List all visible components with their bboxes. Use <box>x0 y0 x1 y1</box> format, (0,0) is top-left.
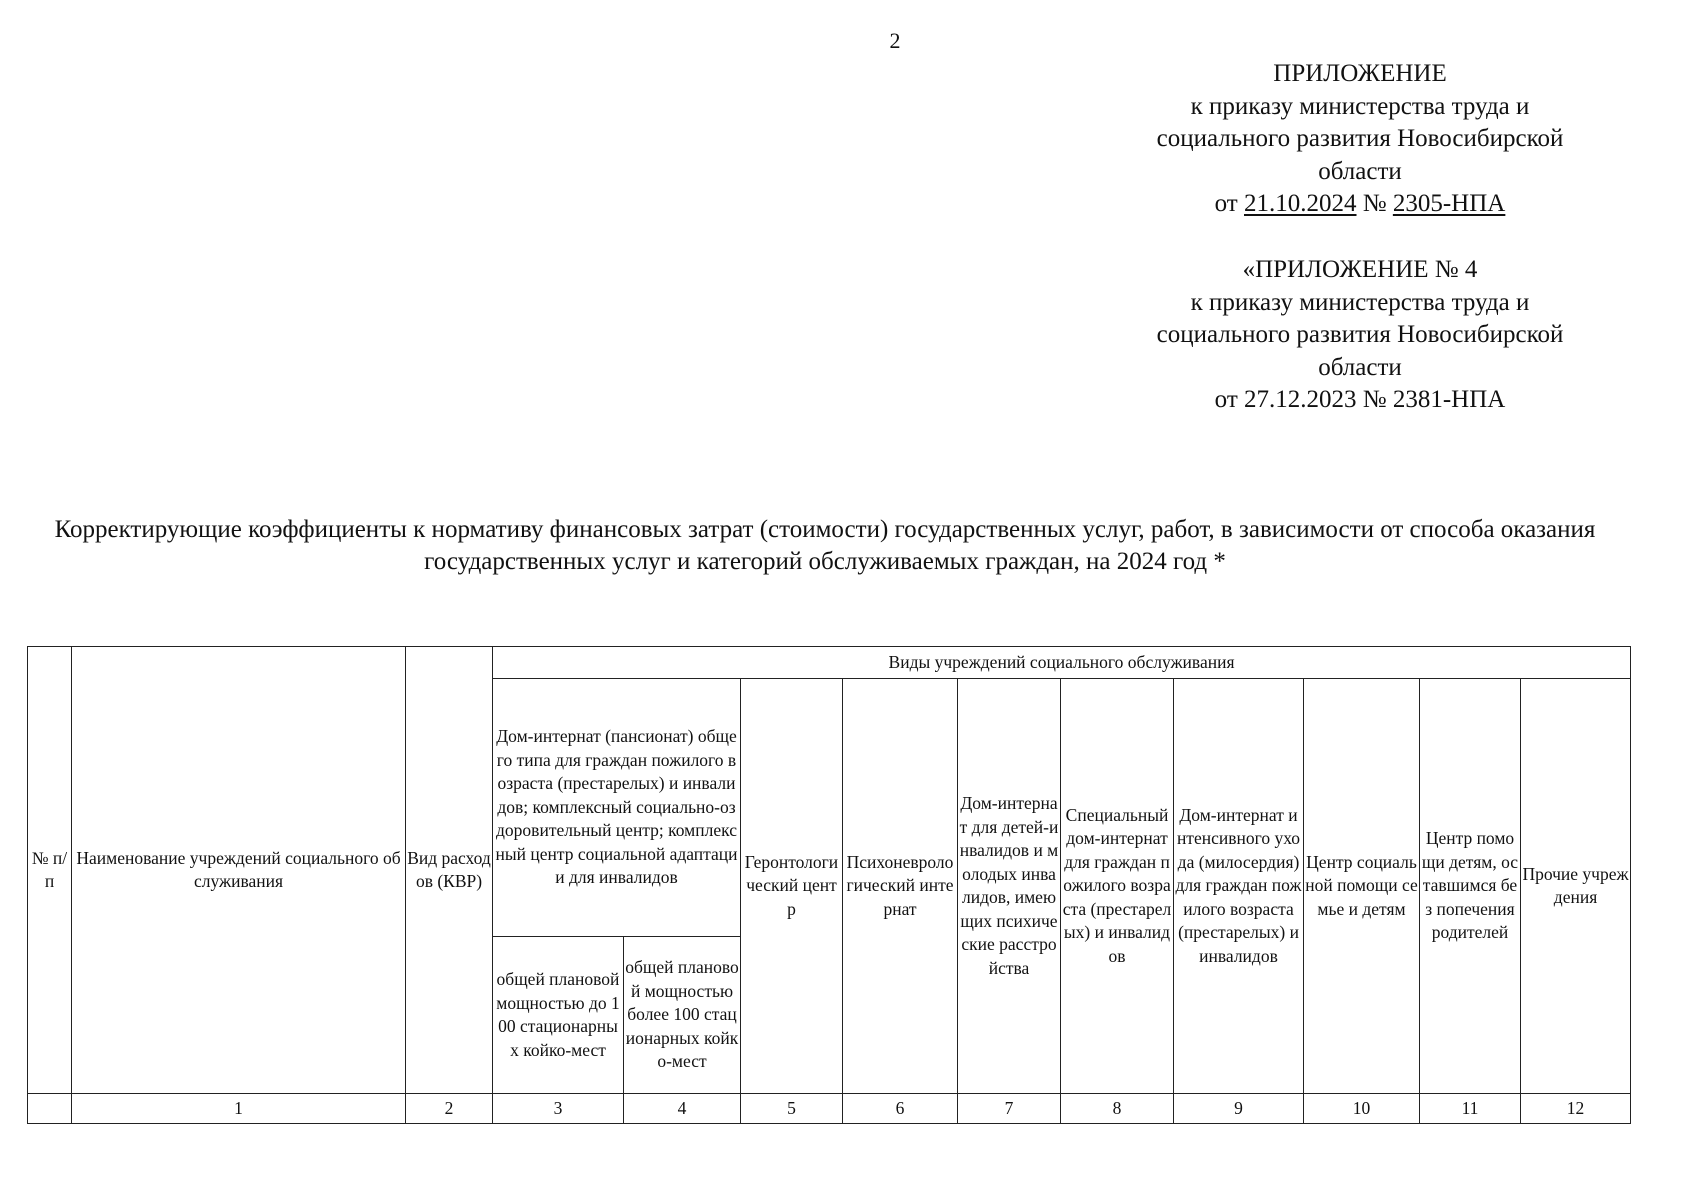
column-number: 8 <box>1061 1094 1174 1124</box>
header-psychoneurological-home: Психоневрологический интернат <box>843 679 958 1094</box>
appendix-line: области <box>1318 353 1402 381</box>
header-children-disabled-home: Дом-интернат для детей-инвалидов и молодых инвалидов, имеющих психические расстройства <box>958 679 1061 1094</box>
appendix-heading: ПРИЛОЖЕНИЕ <box>1273 60 1447 87</box>
header-capacity-up-to-100: общей плановой мощностью до 100 стационарных койко-мест <box>493 937 624 1094</box>
page-number: 2 <box>889 28 901 53</box>
coefficients-table <box>27 646 1631 1124</box>
header-row-number: № п/п <box>28 647 72 1094</box>
column-number: 1 <box>72 1094 406 1124</box>
appendix-line: к приказу министерства труда и <box>1190 92 1530 120</box>
column-number: 5 <box>741 1094 843 1124</box>
column-number: 12 <box>1521 1094 1631 1124</box>
appendix-order-ref <box>1120 188 1600 221</box>
column-number: 4 <box>624 1094 741 1124</box>
header-institution-name: Наименование учреждений социального обслуживания <box>72 647 406 1094</box>
document-title: Корректирующие коэффициенты к нормативу финансовых затрат (стоимости) государственных услуг, работ, в зависимости от способа оказания государственных услуг и категорий обслуживаемых граждан, на 2024 год * <box>54 516 1596 575</box>
header-intensive-care-home: Дом-интернат интенсивного ухода (милосердия) для граждан пожилого возраста (престарелых) и инвалидов <box>1174 679 1304 1094</box>
header-gerontology-center: Геронтологический центр <box>741 679 843 1094</box>
number-sign: № <box>1362 190 1387 217</box>
header-family-children-center: Центр социальной помощи семье и детям <box>1304 679 1420 1094</box>
header-special-boarding-home: Специальный дом-интернат для граждан пожилого возраста (престарелых) и инвалидов <box>1061 679 1174 1094</box>
appendix-heading: «ПРИЛОЖЕНИЕ № 4 <box>1242 256 1478 283</box>
header-orphans-center: Центр помощи детям, оставшимся без попечения родителей <box>1420 679 1521 1094</box>
appendix-block-previous <box>1120 254 1600 417</box>
column-number: 7 <box>958 1094 1061 1124</box>
column-number-blank <box>28 1094 72 1124</box>
order-date: 21.10.2024 <box>1244 190 1357 217</box>
order-number: 2305-НПА <box>1392 190 1506 217</box>
column-number: 2 <box>406 1094 493 1124</box>
header-expense-type: Вид расходов (КВР) <box>406 647 493 1094</box>
column-numbers-row <box>28 1094 1631 1124</box>
appendix-order-ref: от 27.12.2023 № 2381-НПА <box>1214 386 1506 413</box>
appendix-line: социального развития Новосибирской <box>1156 321 1564 348</box>
header-other-institutions: Прочие учреждения <box>1521 679 1631 1094</box>
appendix-block-current <box>1120 58 1600 221</box>
column-number: 10 <box>1304 1094 1420 1124</box>
appendix-line: к приказу министерства труда и <box>1190 288 1530 316</box>
column-number: 6 <box>843 1094 958 1124</box>
appendix-line: области <box>1318 157 1402 185</box>
header-capacity-over-100: общей плановой мощностью более 100 стационарных койко-мест <box>624 937 741 1094</box>
appendix-line: социального развития Новосибирской <box>1156 125 1564 152</box>
header-institution-types-group: Виды учреждений социального обслуживания <box>493 647 1631 679</box>
column-number: 3 <box>493 1094 624 1124</box>
header-general-boarding-home: Дом-интернат (пансионат) общего типа для граждан пожилого возраста (престарелых) и инвалидов; комплексный социально-оздоровительный центр; комплексный центр социальной адаптации для инвалидов <box>493 679 741 937</box>
column-number: 11 <box>1420 1094 1521 1124</box>
date-prefix: от <box>1214 190 1238 217</box>
column-number: 9 <box>1174 1094 1304 1124</box>
